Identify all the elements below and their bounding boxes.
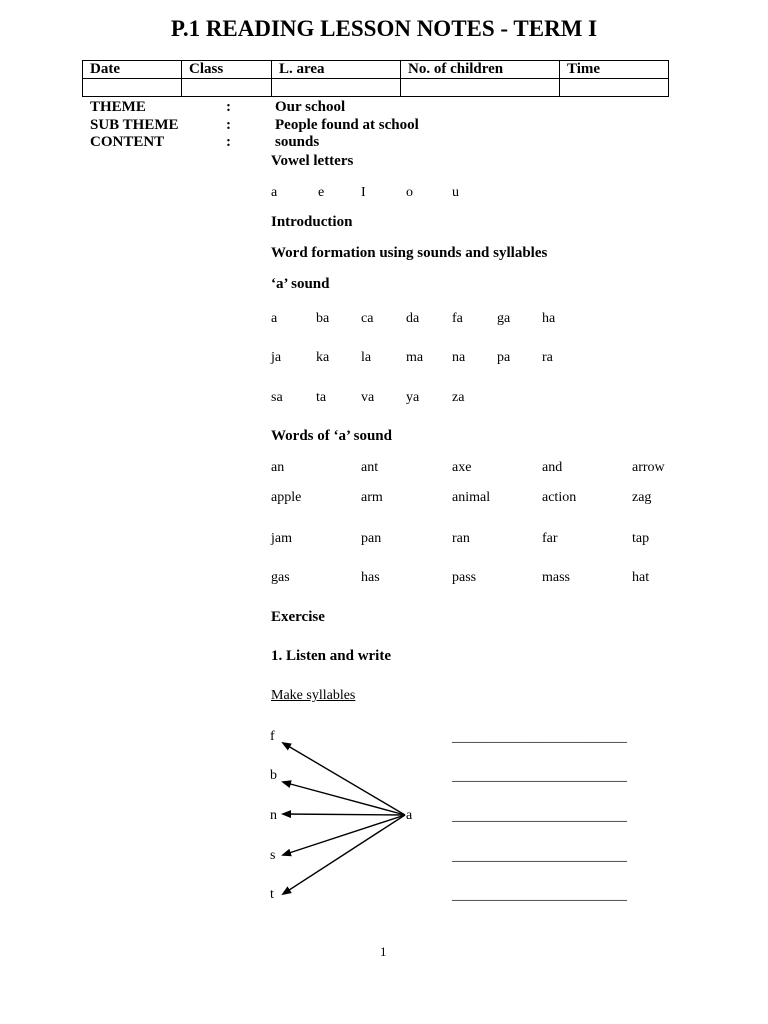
- syllable: ga: [497, 311, 511, 326]
- syllable: ya: [406, 390, 420, 405]
- header-class: Class: [182, 61, 272, 79]
- arrow-to-n: [283, 814, 405, 815]
- word: action: [542, 490, 577, 505]
- arrow-to-b: [283, 782, 405, 815]
- word: animal: [452, 490, 491, 505]
- letter-b: b: [270, 768, 277, 783]
- content-sep: :: [226, 134, 231, 150]
- word: tap: [632, 531, 650, 546]
- vowel-letter: I: [361, 185, 366, 200]
- subtheme-label: SUB THEME: [90, 117, 179, 133]
- exercise-item: 1. Listen and write: [271, 648, 391, 664]
- vowel-letter: u: [452, 185, 459, 200]
- header-time: Time: [560, 61, 669, 79]
- syllable: ja: [271, 350, 282, 365]
- theme-sep: :: [226, 99, 231, 115]
- word: arm: [361, 490, 383, 505]
- vowel-letter: a: [271, 185, 278, 200]
- syllable: va: [361, 390, 375, 405]
- word: gas: [271, 570, 290, 585]
- word: ran: [452, 531, 470, 546]
- page-title: P.1 READING LESSON NOTES - TERM I: [170, 16, 598, 41]
- word: arrow: [632, 460, 665, 475]
- word: hat: [632, 570, 650, 585]
- syllable: fa: [452, 311, 463, 326]
- answer-blank: _________________________: [452, 809, 627, 824]
- center-letter-a: a: [406, 808, 413, 823]
- word: mass: [542, 570, 570, 585]
- letter-t: t: [270, 887, 274, 902]
- subtheme-value: People found at school: [275, 117, 419, 133]
- syllable: ha: [542, 311, 556, 326]
- word: axe: [452, 460, 472, 475]
- word: pass: [452, 570, 477, 585]
- arrow-to-t: [283, 815, 405, 894]
- exercise-heading: Exercise: [271, 609, 325, 625]
- answer-blank: _________________________: [452, 769, 627, 784]
- vowel-heading: Vowel letters: [271, 153, 354, 169]
- word: an: [271, 460, 285, 475]
- word: apple: [271, 490, 302, 505]
- word: has: [361, 570, 380, 585]
- syllable: na: [452, 350, 466, 365]
- page-number: 1: [380, 944, 387, 959]
- a-sound-heading: ‘a’ sound: [271, 276, 330, 292]
- syllable: ca: [361, 311, 374, 326]
- syllable: ka: [316, 350, 330, 365]
- letter-f: f: [270, 729, 275, 744]
- letter-n: n: [270, 808, 277, 823]
- words-heading: Words of ‘a’ sound: [271, 428, 392, 444]
- arrow-to-s: [283, 815, 405, 855]
- syllable: ta: [316, 390, 327, 405]
- header-date: Date: [83, 61, 182, 79]
- word: far: [542, 531, 558, 546]
- syllable: sa: [271, 390, 283, 405]
- syllable: ma: [406, 350, 424, 365]
- word-formation-heading: Word formation using sounds and syllables: [271, 245, 548, 261]
- syllable: a: [271, 311, 278, 326]
- word: ant: [361, 460, 379, 475]
- syllable: ba: [316, 311, 330, 326]
- theme-value: Our school: [275, 99, 346, 115]
- syllable: pa: [497, 350, 511, 365]
- word: and: [542, 460, 563, 475]
- exercise-instruction: Make syllables: [271, 688, 356, 703]
- syllable: la: [361, 350, 372, 365]
- introduction-heading: Introduction: [271, 214, 353, 230]
- answer-blank: _________________________: [452, 730, 627, 745]
- letter-s: s: [270, 848, 276, 863]
- word: zag: [632, 490, 652, 505]
- header-no-of-children: No. of children: [401, 61, 560, 79]
- word: pan: [361, 531, 382, 546]
- word: jam: [271, 531, 292, 546]
- answer-blank: _________________________: [452, 849, 627, 864]
- arrow-to-f: [283, 743, 405, 815]
- theme-label: THEME: [90, 99, 146, 115]
- content-label: CONTENT: [90, 134, 165, 150]
- content-value: sounds: [275, 134, 320, 150]
- vowel-letter: e: [318, 185, 325, 200]
- header-learning-area: L. area: [272, 61, 401, 79]
- syllable: za: [452, 390, 465, 405]
- subtheme-sep: :: [226, 117, 231, 133]
- vowel-letter: o: [406, 185, 413, 200]
- syllable: da: [406, 311, 420, 326]
- syllable: ra: [542, 350, 553, 365]
- answer-blank: _________________________: [452, 888, 627, 903]
